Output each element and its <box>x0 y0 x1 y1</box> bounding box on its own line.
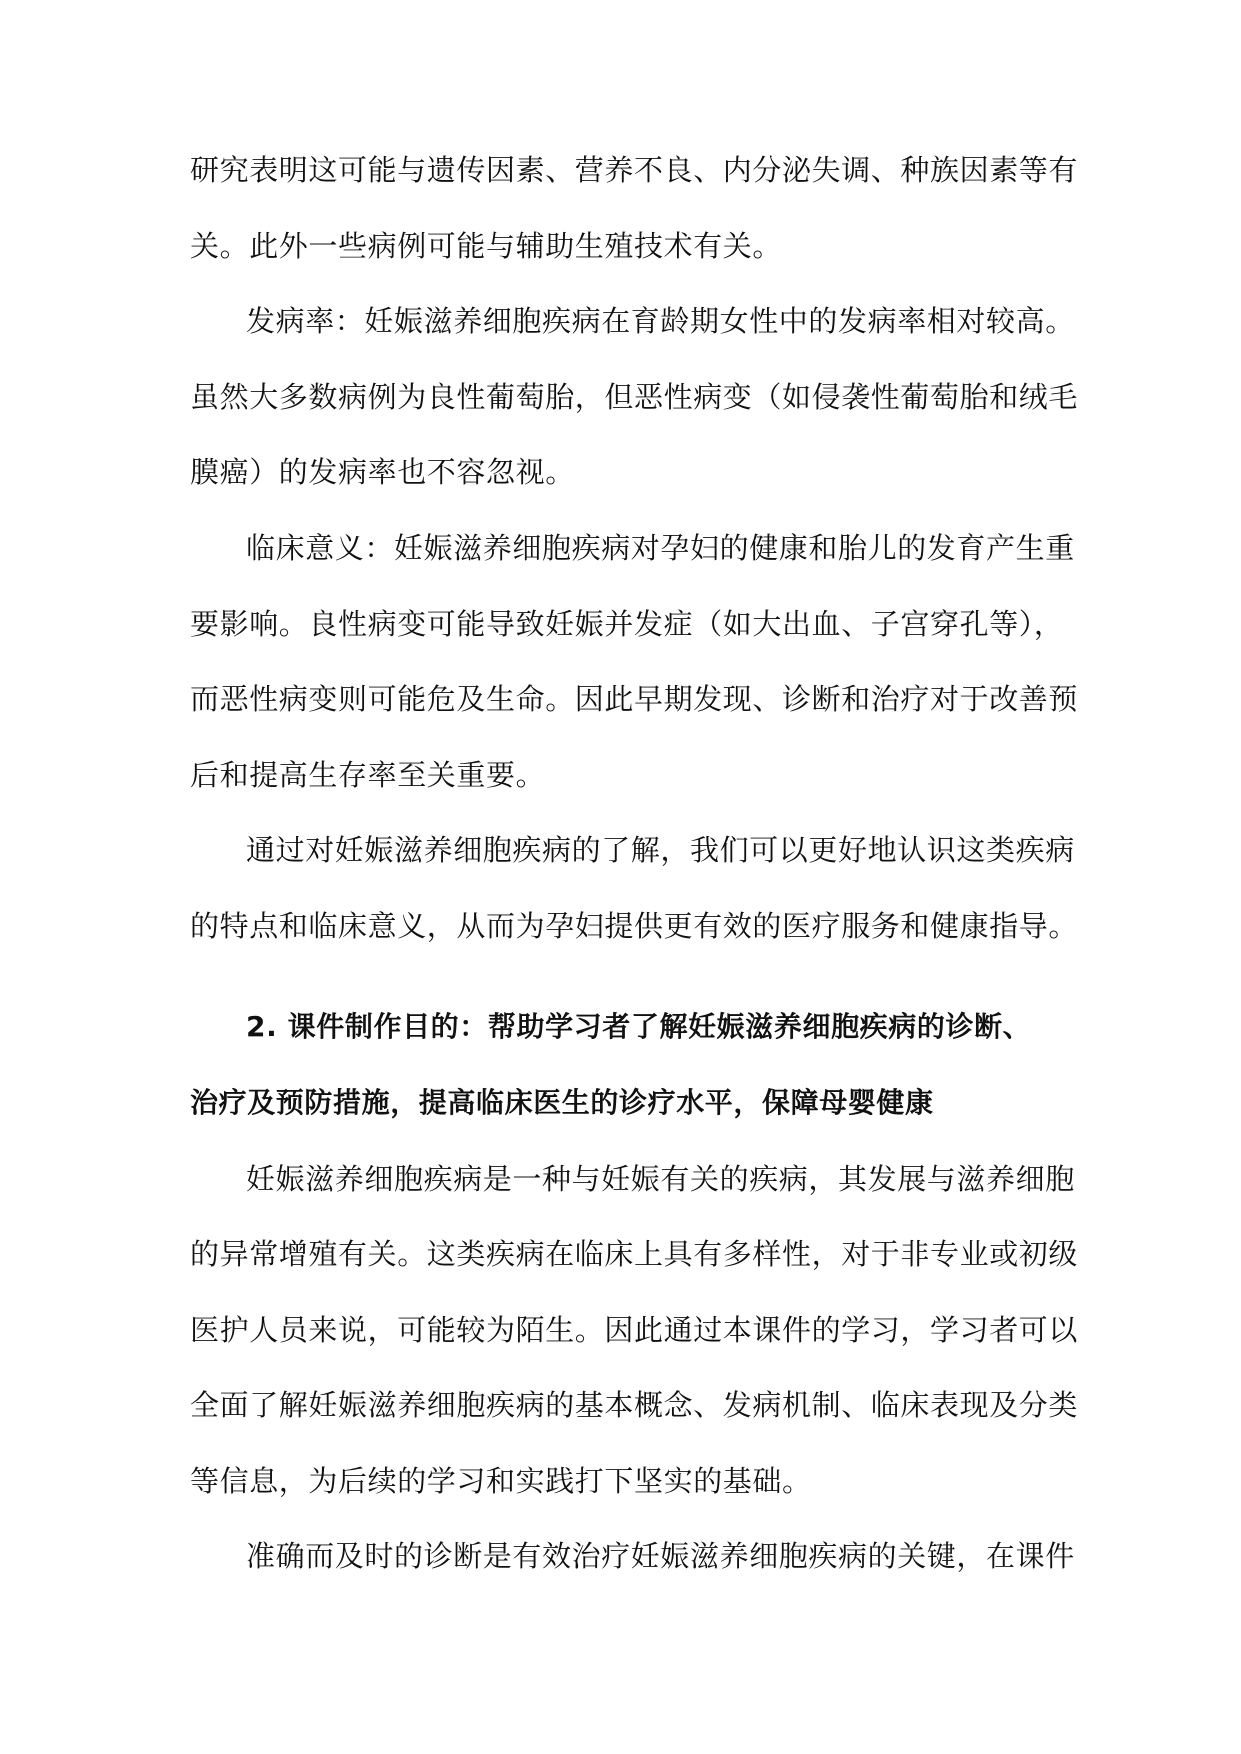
body-text-line: 虽然大多数病例为良性葡萄胎，但恶性病变（如侵袭性葡萄胎和绒毛 <box>190 380 1079 414</box>
body-text-line: 要影响。良性病变可能导致妊娠并发症（如大出血、子宫穿孔等）， <box>190 607 1064 641</box>
body-text-line: 后和提高生存率至关重要。 <box>190 758 546 792</box>
body-text-line: 等信息，为后续的学习和实践打下坚实的基础。 <box>190 1464 812 1498</box>
section-heading-continued: 治疗及预防措施，提高临床医生的诊疗水平，保障母婴健康 <box>190 1086 934 1119</box>
body-text-line: 膜癌）的发病率也不容忽视。 <box>190 455 575 489</box>
paragraph-disease-overview-start: 妊娠滋养细胞疾病是一种与妊娠有关的疾病，其发展与滋养细胞 <box>246 1162 1075 1196</box>
paragraph-clinical-significance-start: 临床意义：妊娠滋养细胞疾病对孕妇的健康和胎儿的发育产生重 <box>246 531 1075 565</box>
body-text-line: 而恶性病变则可能危及生命。因此早期发现、诊断和治疗对于改善预 <box>190 682 1079 716</box>
body-text-line: 的异常增殖有关。这类疾病在临床上具有多样性，对于非专业或初级 <box>190 1237 1079 1271</box>
body-text-line: 研究表明这可能与遗传因素、营养不良、内分泌失调、种族因素等有 <box>190 153 1079 187</box>
body-text-line: 的特点和临床意义，从而为孕妇提供更有效的医疗服务和健康指导。 <box>190 909 1079 943</box>
paragraph-summary-start: 通过对妊娠滋养细胞疾病的了解，我们可以更好地认识这类疾病 <box>246 833 1075 867</box>
section-heading: 2. 课件制作目的：帮助学习者了解妊娠滋养细胞疾病的诊断、 <box>246 1010 1032 1043</box>
paragraph-incidence-start: 发病率：妊娠滋养细胞疾病在育龄期女性中的发病率相对较高。 <box>246 304 1075 338</box>
paragraph-diagnosis-start: 准确而及时的诊断是有效治疗妊娠滋养细胞疾病的关键，在课件 <box>246 1539 1075 1573</box>
body-text-line: 关。此外一些病例可能与辅助生殖技术有关。 <box>190 229 783 263</box>
body-text-line: 医护人员来说，可能较为陌生。因此通过本课件的学习，学习者可以 <box>190 1313 1079 1347</box>
body-text-line: 全面了解妊娠滋养细胞疾病的基本概念、发病机制、临床表现及分类 <box>190 1388 1079 1422</box>
